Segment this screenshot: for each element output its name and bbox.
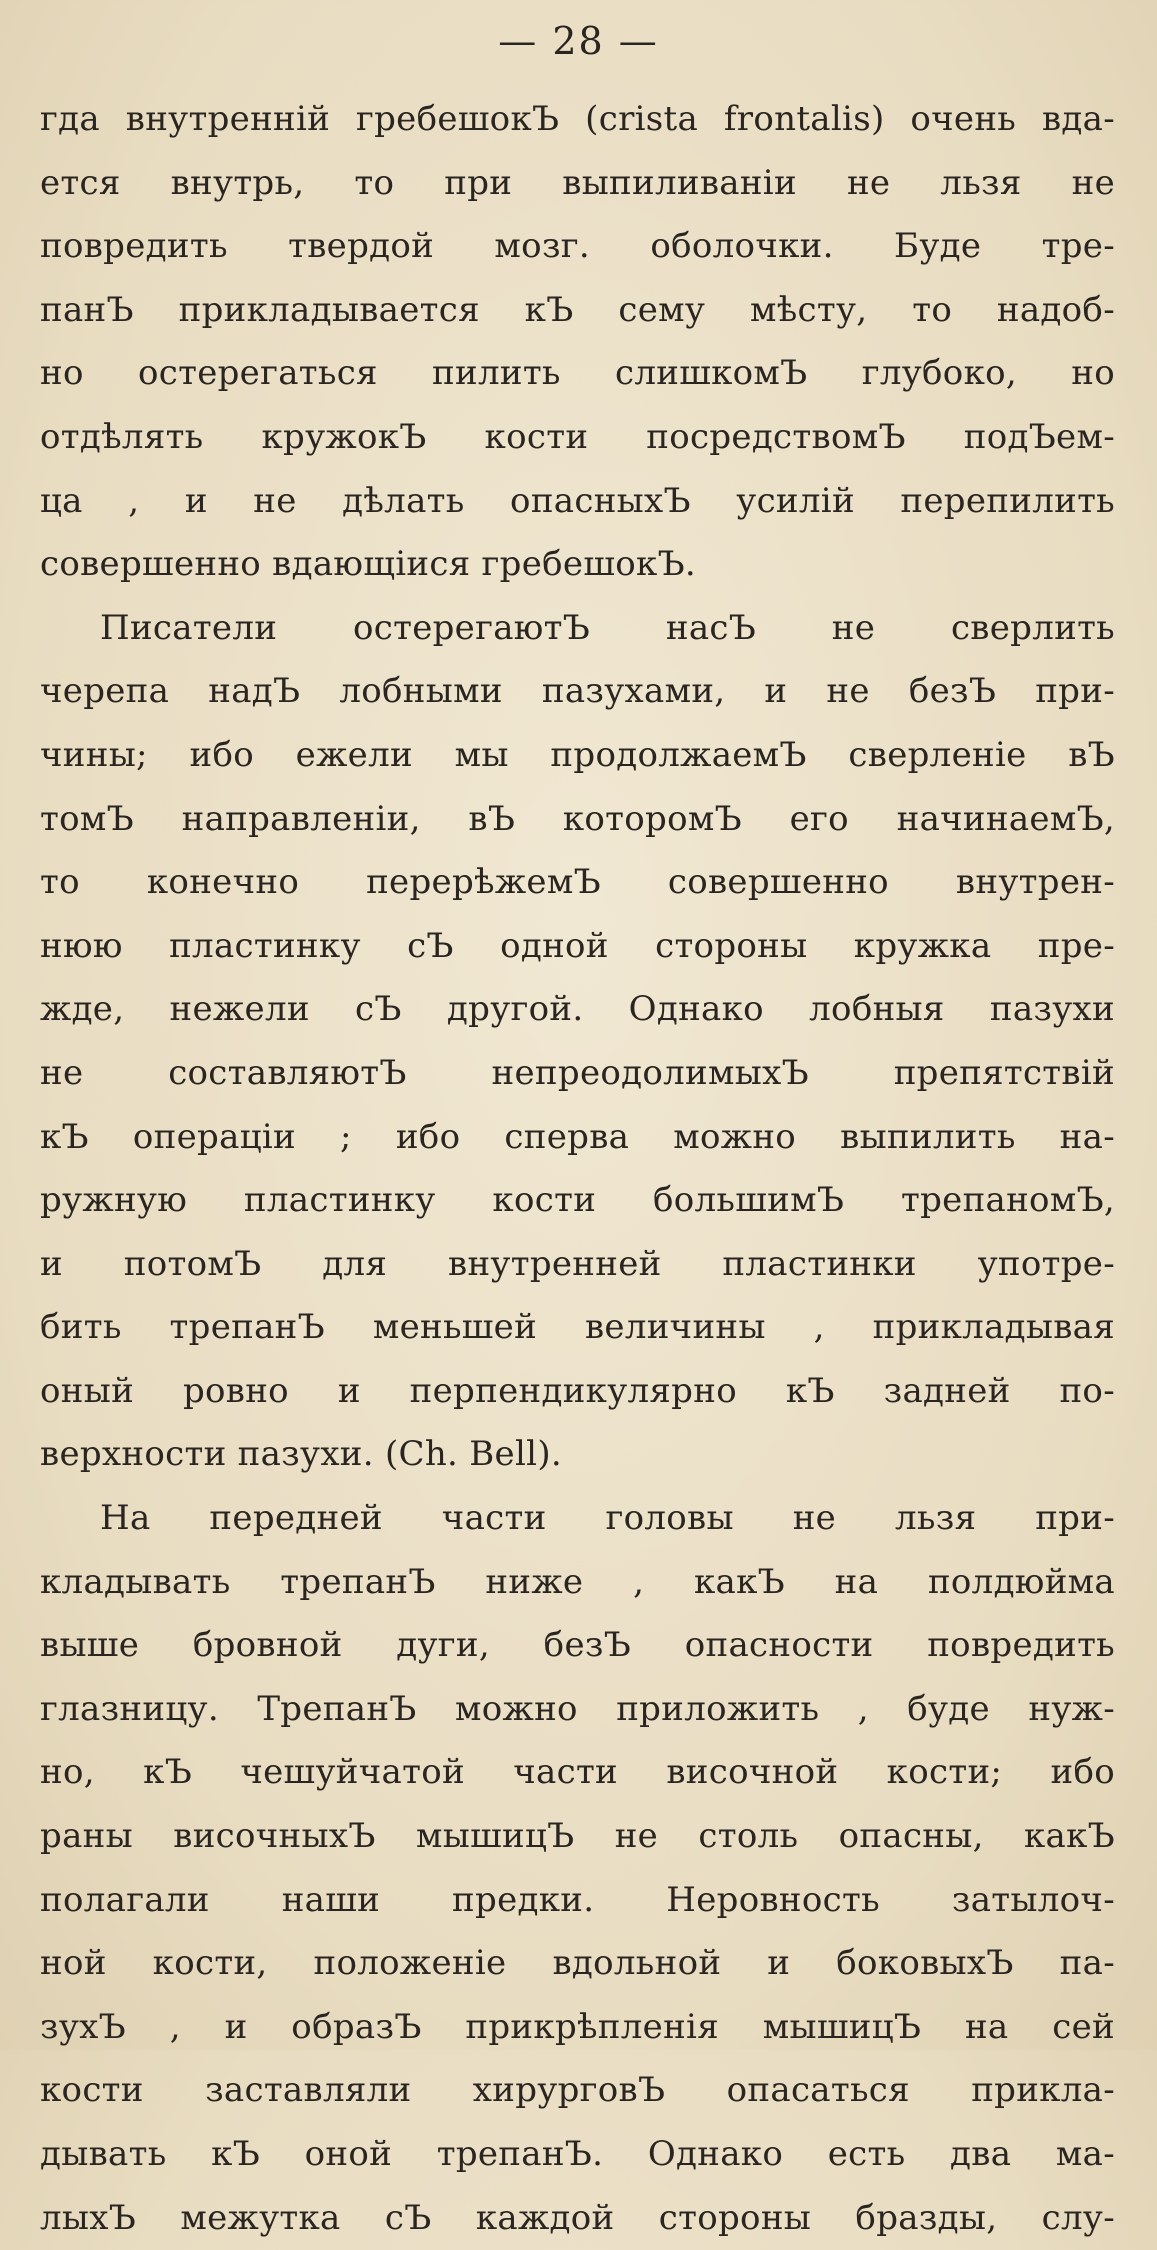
text-line: повредить твердой мозг. оболочки. Буде тре- [40, 226, 1115, 267]
text-line: раны височныхЪ мышицЪ не столь опасны, какЪ [40, 1816, 1115, 1857]
text-line: чины; ибо ежели мы продолжаемЪ сверленіе вЪ [40, 734, 1115, 775]
text-line: верхности пазухи. (Ch. Bell). [40, 1434, 563, 1475]
text-line: нюю пластинку сЪ одной стороны кружка пре- [40, 925, 1115, 966]
text-line: черепа надЪ лобными пазухами, и не безЪ при- [40, 671, 1115, 712]
text-line: но остерегаться пилить слишкомЪ глубоко, но [40, 353, 1115, 394]
text-line: кЪ операціи ; ибо сперва можно выпилить на- [40, 1116, 1115, 1157]
text-line: ной кости, положеніе вдольной и боковыхЪ па- [40, 1943, 1115, 1984]
text-line: дывать кЪ оной трепанЪ. Однако есть два ма- [40, 2134, 1115, 2174]
text-line: ружную пластинку кости большимЪ трепаномЪ, [40, 1180, 1115, 1221]
text-line: глазницу. ТрепанЪ можно приложить , буде нуж- [40, 1688, 1115, 1729]
text-line: кладывать трепанЪ ниже , какЪ на полдюйма [40, 1561, 1115, 1602]
text-line: оный ровно и перпендикулярно кЪ задней по- [40, 1370, 1115, 1411]
text-line: Писатели остерегаютЪ насЪ не сверлить [100, 607, 1115, 648]
text-line: панЪ прикладывается кЪ сему мѣсту, то надоб- [40, 289, 1115, 330]
text-line: лыхЪ межутка сЪ каждой стороны бразды, слу- [40, 2197, 1115, 2238]
text-line: гда внутренній гребешокЪ (crista frontalis) очень вда- [40, 99, 1115, 139]
text-line: жде, нежели сЪ другой. Однако лобныя пазухи [40, 989, 1115, 1030]
page-number: — 28 — [498, 19, 659, 63]
text-line: не составляютЪ непреодолимыхЪ препятствій [40, 1052, 1115, 1093]
text-line: совершенно вдающіися гребешокЪ. [40, 544, 696, 585]
text-line: то конечно перерѣжемЪ совершенно внутрен- [40, 862, 1115, 903]
text-line: зухЪ , и образЪ прикрѣпленія мышицЪ на сей [40, 2006, 1115, 2047]
body-text [40, 88, 1115, 2250]
text-line: томЪ направленіи, вЪ которомЪ его начинаемЪ, [40, 798, 1115, 839]
text-line: отдѣлять кружокЪ кости посредствомЪ подЪем- [40, 416, 1115, 457]
text-line: и потомЪ для внутренней пластинки употре- [40, 1243, 1115, 1284]
text-line: ца , и не дѣлать опасныхЪ усилій перепилить [40, 480, 1115, 521]
text-line: выше бровной дуги, безЪ опасности повредить [40, 1625, 1115, 1666]
text-line: На передней части головы не льзя при- [100, 1498, 1115, 1539]
text-line: бить трепанЪ меньшей величины , прикладывая [40, 1307, 1115, 1348]
text-line: но, кЪ чешуйчатой части височной кости; ибо [40, 1752, 1115, 1793]
text-line: кости заставляли хирурговЪ опасаться прикла- [40, 2070, 1115, 2111]
text-line: полагали наши предки. Неровность затылоч- [40, 1879, 1115, 1920]
text-line: ется внутрь, то при выпиливаніи не льзя не [40, 162, 1115, 203]
